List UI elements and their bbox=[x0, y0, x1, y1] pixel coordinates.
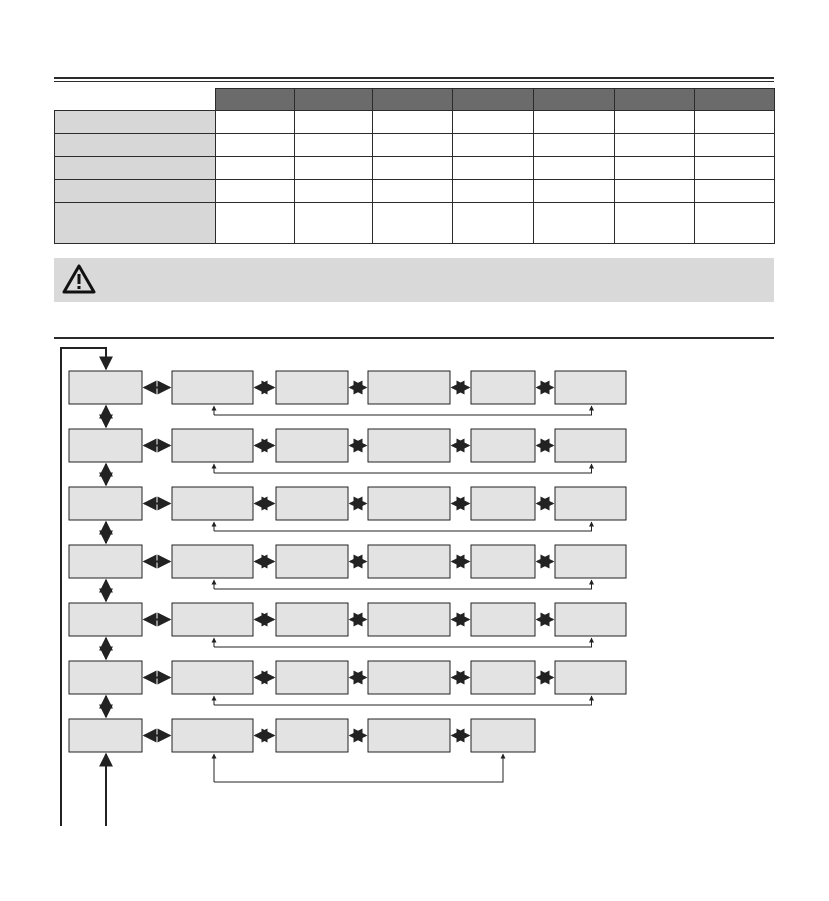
menu-row bbox=[69, 487, 626, 543]
menu-sub-item-box bbox=[555, 603, 626, 636]
menu-row bbox=[69, 603, 626, 659]
menu-main-item-box bbox=[69, 603, 142, 636]
menu-sub-item-box bbox=[172, 487, 253, 520]
menu-row bbox=[69, 371, 626, 427]
menu-row bbox=[69, 661, 626, 717]
menu-sub-item-box bbox=[276, 545, 348, 578]
menu-sub-item-box bbox=[368, 603, 450, 636]
return-connector bbox=[214, 522, 592, 531]
return-connector bbox=[214, 638, 592, 647]
menu-sub-item-box bbox=[172, 429, 253, 462]
menu-row bbox=[69, 719, 535, 826]
menu-sub-item-box bbox=[555, 545, 626, 578]
menu-sub-item-box bbox=[368, 429, 450, 462]
menu-sub-item-box bbox=[471, 371, 535, 404]
menu-sub-item-box bbox=[555, 429, 626, 462]
menu-main-item-box bbox=[69, 545, 142, 578]
menu-sub-item-box bbox=[172, 719, 253, 752]
return-connector bbox=[214, 406, 592, 415]
menu-sub-item-box bbox=[172, 661, 253, 694]
menu-main-item-box bbox=[69, 371, 142, 404]
menu-row bbox=[69, 545, 626, 601]
menu-sub-item-box bbox=[555, 487, 626, 520]
return-connector bbox=[214, 696, 592, 705]
menu-sub-item-box bbox=[471, 661, 535, 694]
menu-sub-item-box bbox=[276, 661, 348, 694]
menu-sub-item-box bbox=[471, 429, 535, 462]
menu-sub-item-box bbox=[471, 603, 535, 636]
menu-sub-item-box bbox=[172, 545, 253, 578]
menu-sub-item-box bbox=[555, 371, 626, 404]
menu-sub-item-box bbox=[368, 661, 450, 694]
menu-sub-item-box bbox=[368, 371, 450, 404]
menu-main-item-box bbox=[69, 487, 142, 520]
menu-row bbox=[69, 429, 626, 485]
menu-sub-item-box bbox=[276, 429, 348, 462]
menu-sub-item-box bbox=[172, 603, 253, 636]
return-connector bbox=[214, 754, 503, 782]
return-connector bbox=[214, 464, 592, 473]
menu-sub-item-box bbox=[368, 545, 450, 578]
menu-flow-layer bbox=[61, 348, 626, 826]
menu-main-item-box bbox=[69, 719, 142, 752]
menu-sub-item-box bbox=[368, 719, 450, 752]
menu-sub-item-box bbox=[172, 371, 253, 404]
menu-sub-item-box bbox=[368, 487, 450, 520]
menu-sub-item-box bbox=[276, 371, 348, 404]
menu-main-item-box bbox=[69, 429, 142, 462]
menu-sub-item-box bbox=[276, 719, 348, 752]
menu-sub-item-box bbox=[471, 545, 535, 578]
menu-main-item-box bbox=[69, 661, 142, 694]
return-connector bbox=[214, 580, 592, 589]
menu-sub-item-box bbox=[276, 603, 348, 636]
menu-sub-item-box bbox=[471, 487, 535, 520]
menu-sub-item-box bbox=[555, 661, 626, 694]
menu-sub-item-box bbox=[276, 487, 348, 520]
loop-back-connector bbox=[61, 348, 106, 826]
menu-sub-item-box bbox=[471, 719, 535, 752]
